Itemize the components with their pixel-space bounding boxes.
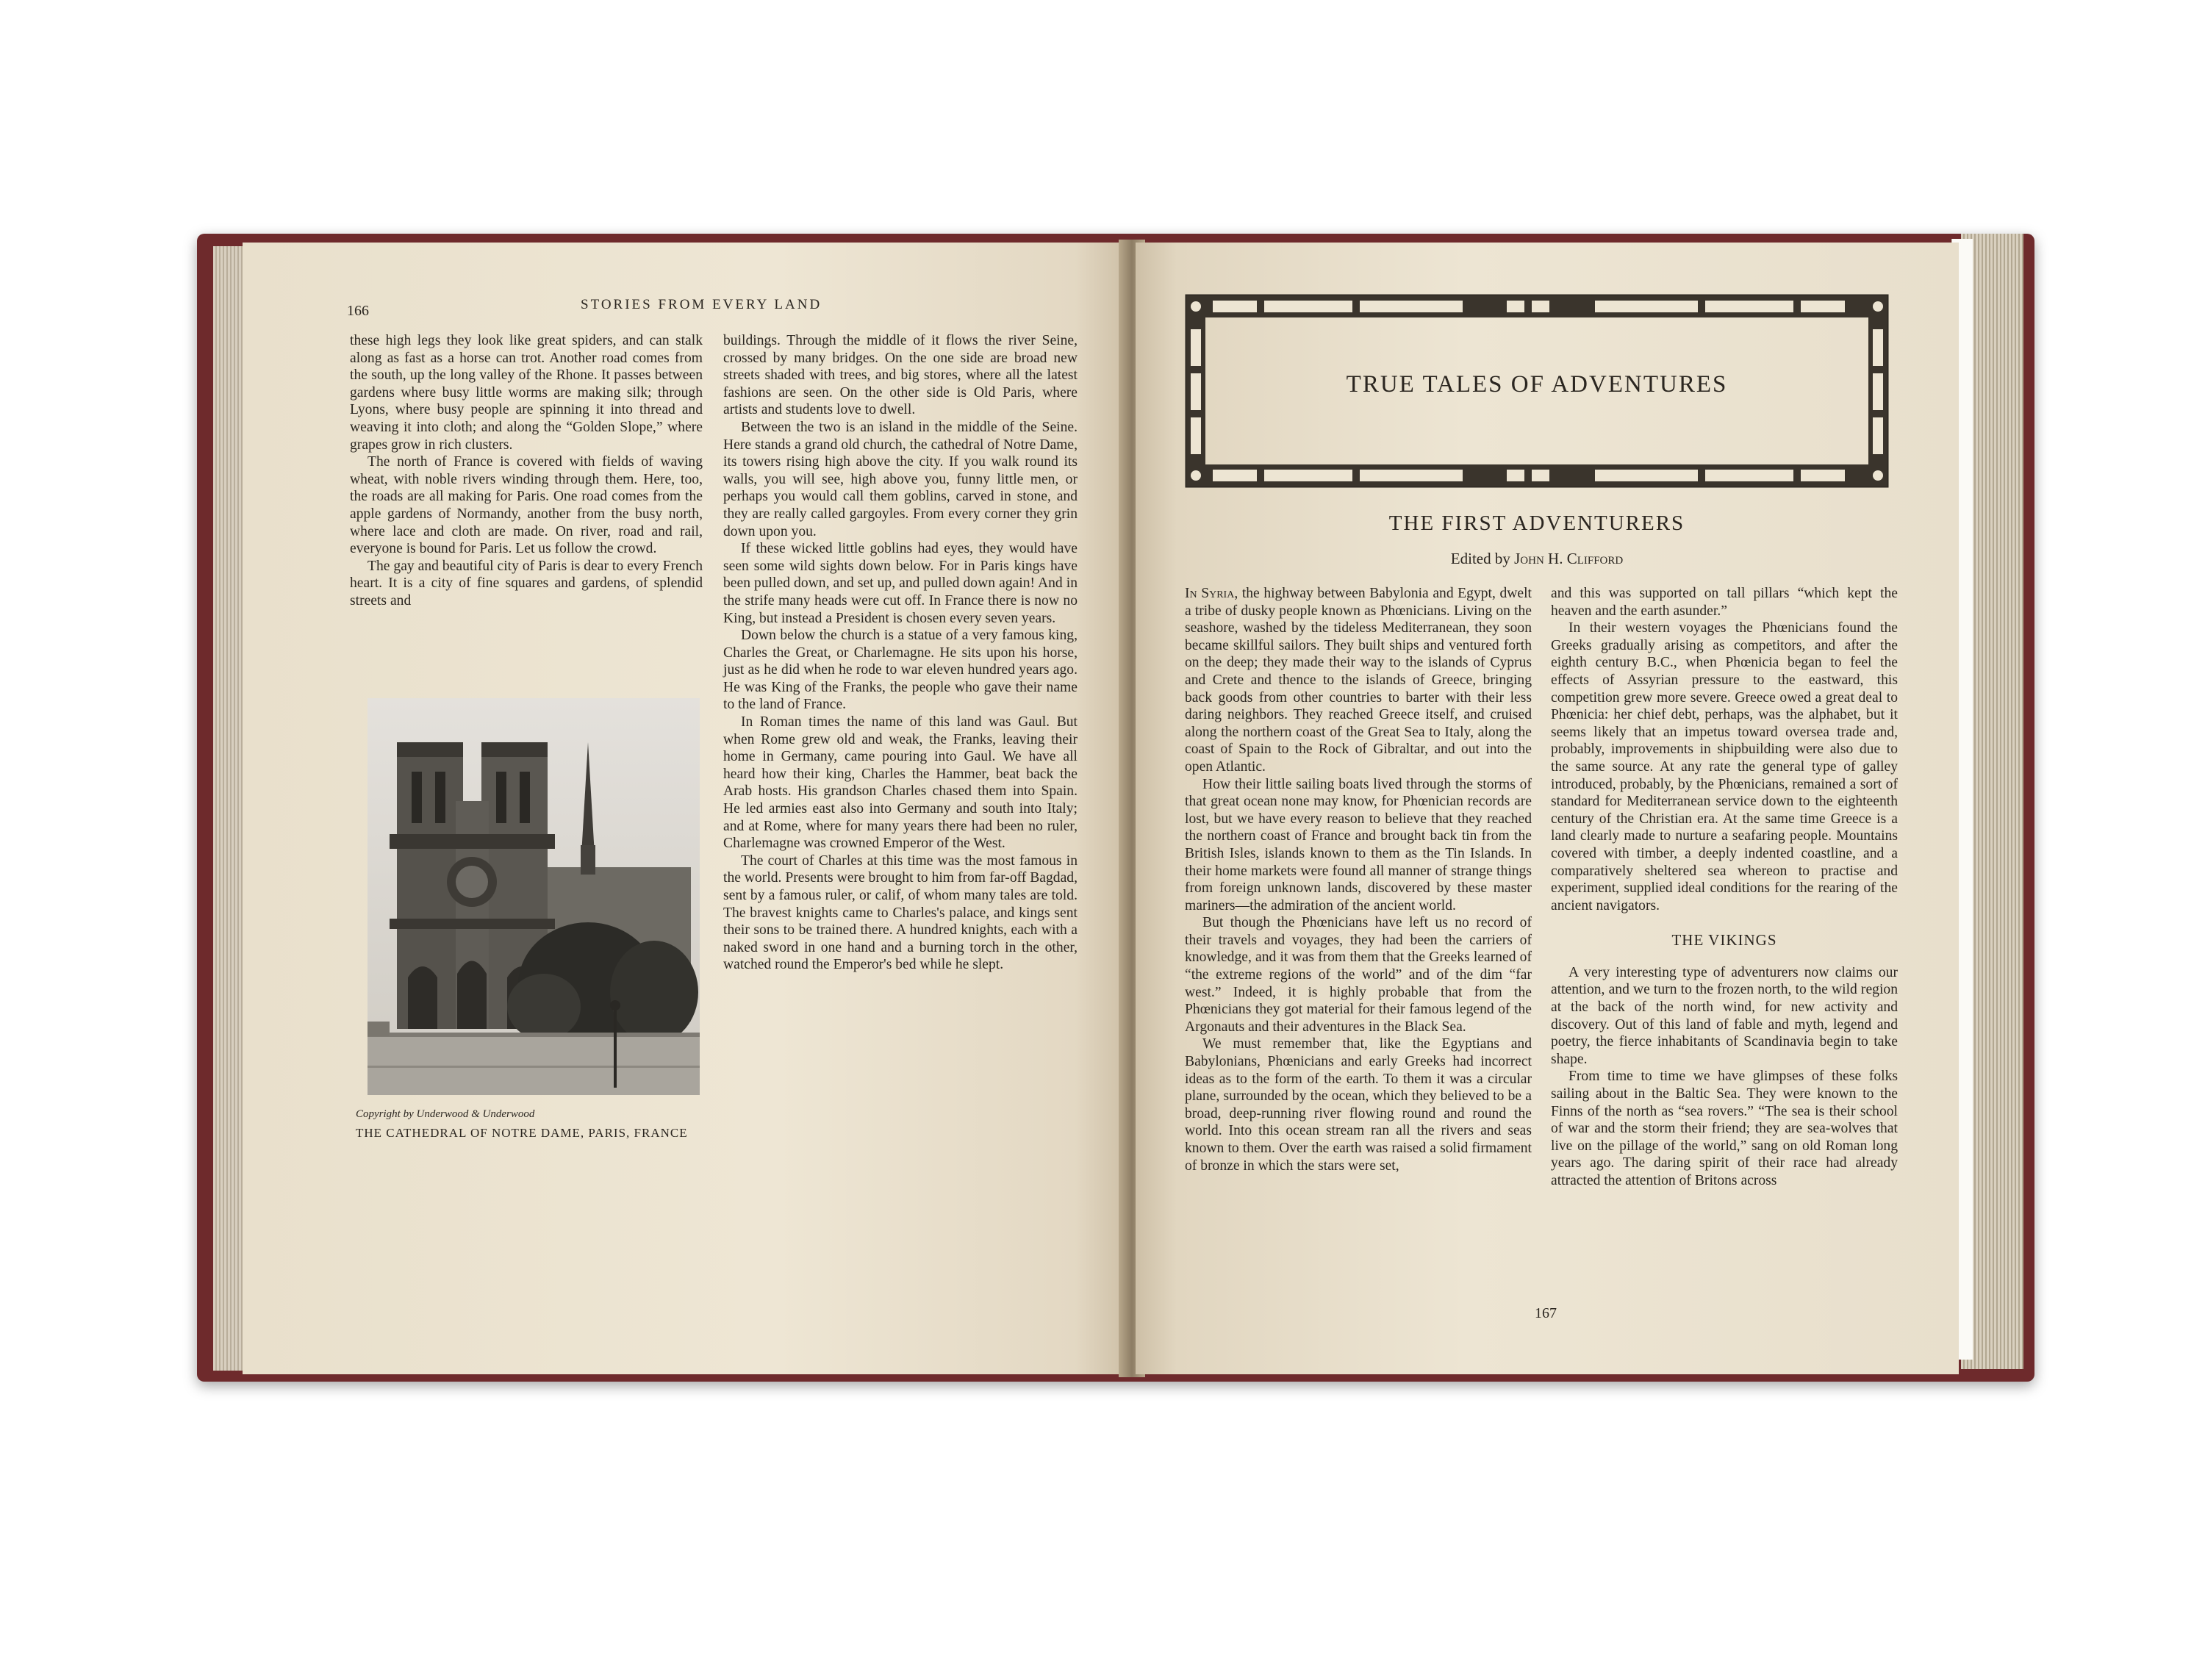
cathedral-illustration [368, 698, 700, 1095]
right-column-1 [1185, 585, 1532, 1174]
page-number-left: 166 [347, 303, 369, 319]
paragraph [1185, 585, 1532, 776]
paragraph: The gay and beautiful city of Paris is dear to every French heart. It is a city of fine squares and gardens, of splendid streets and [350, 558, 703, 609]
paragraph: buildings. Through the middle of it flows the river Seine, crossed by many bridges. On the one side are broad new streets shaded with trees, and big stores, where all the latest fashions are seen. On the other side is Old Paris, where artists and students love to dwell. [723, 333, 1078, 418]
paragraph: In their western voyages the Phœnicians found the Greeks gradually arising as competitors, and after the eighth century B.C., when Phœnicia began to feel the effects of Assyrian pressure to the eastward, this competition grew more severe. Greece owed a great deal to Phœnicia: her chief debt, perhaps, was the alphabet, but it seems likely that an impetus toward oversea trade and, probably, improvements in shipbuilding were also due to the same source. At any rate the general type of galley introduced, probably, by the Phœnicians, remained a sort of standard for Mediterranean service down to the eighteenth century of the Christian era. At the same time Greece is a land clearly made to nurture a seafaring people. Mountains covered with timber, a deeply indented coastline, and a comparatively sheltered sea whereon to practise and experiment, supplied ideal conditions for the rearing of the ancient navigators. [1551, 620, 1898, 913]
editor-name: John H. Clifford [1514, 550, 1624, 567]
paragraph-text: the highway between Babylonia and Egypt, dwelt a tribe of dusky people known as Phœnicians. Living on the seashore, washed by the tideless Mediterranean, they soon became skillful sailors. They built ships and ventured forth on the deep; they made their way to the islands of Cyprus and Crete and thence to the islands of Greece, bringing back goods from other countries to barter with their less daring neighbors. They reached Greece itself, and cruised along the northern coast of the Great Sea to Italy, along the coast of Spain to the Rock of Gibraltar, and out into the open Atlantic. [1185, 586, 1532, 775]
subheading-vikings: THE VIKINGS [1671, 931, 1777, 950]
paragraph: In Roman times the name of this land was Gaul. But when Rome grew old and weak, the Franks, leaving their home in Germany, came pouring into Gaul. We have all heard how their king, Charles the Hammer, beat back the Arab hosts. His grandson Charles chased them into Spain. He led armies east also into Germany and south into Italy; and at Rome, where for many years there had been no ruler, Charlemagne was crowned Emperor of the West. [723, 714, 1078, 852]
left-column-2 [723, 332, 1078, 974]
paragraph: How their little sailing boats lived through the storms of that great ocean none may know, for Phœnician records are lost, but we have every reason to believe that they reached the northern coast of France and brought back tin from the British Isles, islands known to them as the Tin Islands. In their home markets were found all manner of strange things from foreign unknown lands, discovered by these master mariners—the admiration of the ancient world. [1185, 776, 1532, 913]
paragraph: A very interesting type of adventurers now claims our attention, and we turn to the frozen north, to the wild region at the back of the north wind, for new activity and discovery. Out of this land of fable and myth, legend and poetry, the fierce inhabitants of Scandinavia begin to take shape. [1551, 964, 1898, 1067]
page-number-right: 167 [1535, 1305, 1557, 1321]
lead-in: In Syria, [1185, 586, 1238, 601]
paragraph: The north of France is covered with fields of waving wheat, with noble rivers winding through them. Here, too, the roads are all making for Paris. One road comes from the apple gardens of Normandy, another from the busy north, where lace and cloth are made. On river, road and rail, everyone is bound for Paris. Let us follow the crowd. [350, 454, 703, 557]
paragraph: But though the Phœnicians have left us no record of their travels and voyages, they had been the carriers of knowledge, and it was from them that the Greeks learned of “the extreme regions of the world” and of the dim “far west.” Indeed, it is highly probable that from the Phœnicians they got material for their famous legend of the Argonauts and their adventures in the Black Sea. [1185, 915, 1532, 1035]
photo-caption: THE CATHEDRAL OF NOTRE DAME, PARIS, FRANCE [356, 1126, 688, 1140]
chapter-title: TRUE TALES OF ADVENTURES [1346, 371, 1728, 398]
paragraph: these high legs they look like great spiders, and can stalk along as fast as a horse can trot. Another road comes from the south, up the long valley of the Rhone. It passes between gardens where busy little worms are making silk; through Lyons, where busy people are spinning it into thread and weaving it into cloth; and along the “Golden Slope,” where grapes grow in rich clusters. [350, 333, 703, 453]
page-edges-left [213, 246, 243, 1371]
photo-credit: Copyright by Underwood & Underwood [356, 1108, 535, 1120]
paragraph: If these wicked little goblins had eyes, they would have seen some wild sights down below. For in Paris kings have been pulled down, and set up, and pulled down again! And in the strife many heads were cut off. In France there is now no King, but instead a President is chosen every seven years. [723, 541, 1078, 626]
editor-credit [1183, 550, 1890, 568]
left-column-1 [350, 332, 703, 610]
paragraph: We must remember that, like the Egyptians and Babylonians, Phœnicians and early Greeks had incorrect ideas as to the form of the earth. To them it was a circular plane, surrounded by the ocean, which they believed to be a broad, deep-running river flowing round and round the world. Into this ocean stream ran all the rivers and seas known to them. Over the earth was raised a solid firmament of bronze in which the stars were set, [1185, 1036, 1532, 1174]
paragraph: The court of Charles at this time was the most famous in the world. Presents were brought to him from far-off Bagdad, sent by a famous ruler, or calif, of whom many tales are told. The bravest knights came to Charles's palace, and kings sent their sons to be trained there. A hundred knights, each with a naked sword in one hand and a burning torch in the other, watched round the Emperor's bed while he slept. [723, 852, 1078, 973]
right-column-2 [1551, 585, 1898, 1190]
paragraph: Between the two is an island in the middle of the Seine. Here stands a grand old church, the cathedral of Notre Dame, its towers rising high above the city. If you walk round its walls, you will see, high above you, funny little men, or perhaps you would call them goblins, carved in stone, and they are really called gargoyles. From every corner they grin down upon you. [723, 419, 1078, 539]
editor-prefix: Edited by [1450, 550, 1510, 567]
running-head: STORIES FROM EVERY LAND [581, 297, 822, 312]
section-title: THE FIRST ADVENTURERS [1388, 511, 1685, 535]
notre-dame-photo [368, 698, 700, 1095]
paragraph: From time to time we have glimpses of these folks sailing about in the Baltic Sea. They were known to the Finns of the north as “sea rovers.” “The sea is their school of war and the storm their friend; they are sea-wolves that live on the pillage of the world,” sang on old Roman long years ago. The daring spirit of their race had already attracted the attention of Britons across [1551, 1069, 1898, 1188]
paragraph: Down below the church is a statue of a very famous king, Charles the Great, or Charlemagne. He sits upon his horse, just as he did when he rode to war eleven hundred years ago. He was King of the Franks, the people who gave their name to the land of France. [723, 628, 1078, 713]
paragraph: and this was supported on tall pillars “which kept the heaven and the earth asunder.” [1551, 586, 1898, 619]
